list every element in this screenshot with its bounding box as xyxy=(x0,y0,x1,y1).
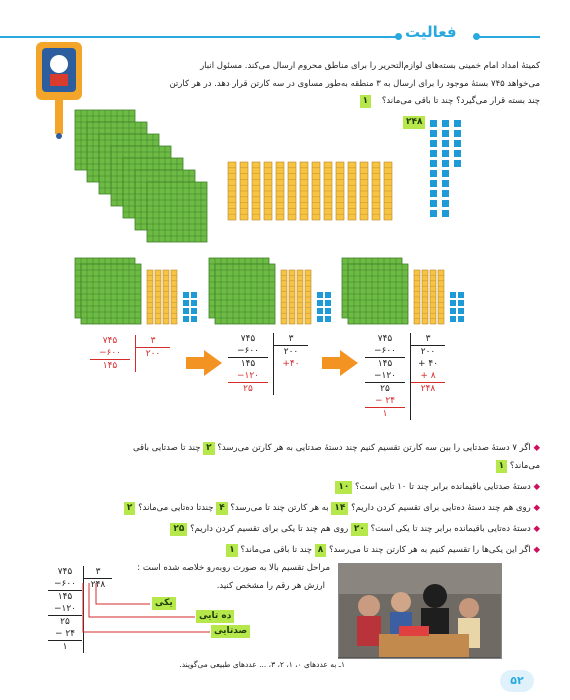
summary-divisor: ۳ xyxy=(84,566,112,579)
label-tens: ده تایی xyxy=(196,610,234,623)
step3-dividend: ۷۴۵ xyxy=(377,334,393,344)
step2-row-1: ۱۴۵ xyxy=(228,357,268,370)
footnote-rule xyxy=(338,657,500,658)
step1-row-0: −۶۰۰ xyxy=(98,348,122,358)
step2-quotient-0: ۲۰۰ xyxy=(283,347,299,357)
label-hundreds: صدتایی xyxy=(211,625,250,638)
step3-row-0: −۶۰۰ xyxy=(373,346,397,356)
summary-row-2: −۱۲۰ xyxy=(53,604,77,614)
bullet-icon: ◆ xyxy=(533,482,540,492)
children-photo xyxy=(338,563,502,659)
question-4-text-a: دستهٔ ده‌تایی باقیمانده برابر چند تا یکی است؟ xyxy=(370,524,531,534)
summary-row-0: −۶۰۰ xyxy=(53,579,77,589)
step2-row-3: ۲۵ xyxy=(228,382,268,395)
step2-dividend: ۷۴۵ xyxy=(240,334,256,344)
step3-row-5: ۱ xyxy=(365,407,405,420)
step3-row-1: ۱۴۵ xyxy=(365,357,405,370)
question-3-text-c: چندتا ده‌تایی می‌ماند؟ xyxy=(138,503,214,513)
question-4-answer-b: ۲۵ xyxy=(170,523,187,536)
step1-divisor: ۳ xyxy=(136,335,170,348)
bullet-icon: ◆ xyxy=(533,524,540,534)
step2-quotient-1: +۴۰ xyxy=(282,359,300,369)
bullet-icon: ◆ xyxy=(533,503,540,513)
page-number: ۵۲ xyxy=(500,670,534,692)
answer-remainder-badge: ۱ xyxy=(360,95,372,108)
question-4-text-b: روی هم چند تا یکی برای تقسیم کردن داریم؟ xyxy=(190,524,349,534)
step2-divisor: ۳ xyxy=(274,333,308,346)
summary-row-1: ۱۴۵ xyxy=(48,590,82,603)
step3-row-4: − ۲۴ xyxy=(374,396,396,406)
summary-row-3: ۲۵ xyxy=(48,615,82,628)
step3-quotient-2: + ۸ xyxy=(420,371,436,381)
summary-dividend: ۷۴۵ xyxy=(57,567,73,577)
question-5-answer-a: ۸ xyxy=(315,544,327,557)
question-1b-answer: ۱ xyxy=(496,460,508,473)
question-3-text-b: به هر کارتن چند تا می‌رسد؟ xyxy=(230,503,329,513)
step2-row-0: −۶۰۰ xyxy=(236,346,260,356)
step3-row-3: ۲۵ xyxy=(365,382,405,395)
question-5-answer-b: ۱ xyxy=(226,544,238,557)
bullet-icon: ◆ xyxy=(533,443,540,453)
question-3-answer-b: ۴ xyxy=(216,502,228,515)
step3-quotient-0: ۲۰۰ xyxy=(420,347,436,357)
question-1-text-a: اگر ۷ دستهٔ صدتایی را بین سه کارتن تقسیم کنیم چند دستهٔ صدتایی به هر کارتن می‌رسد؟ xyxy=(217,443,531,453)
question-1-text-b: چند تا صدتایی باقی xyxy=(132,443,201,453)
step3-quotient-3: ۲۴۸ xyxy=(411,382,445,395)
question-1b-text: می‌ماند؟ xyxy=(509,461,540,471)
summary-line-2: ارزش هر رقم را مشخص کنید. xyxy=(216,581,325,591)
question-3-answer-c: ۲ xyxy=(124,502,136,515)
summary-row-5: ۱ xyxy=(48,640,82,653)
page-title: فعالیت xyxy=(405,23,457,41)
step1-dividend: ۷۴۵ xyxy=(102,336,118,346)
question-1-answer-a: ۲ xyxy=(203,442,215,455)
summary-row-4: − ۲۴ xyxy=(54,629,76,639)
question-3-answer-a: ۱۴ xyxy=(331,502,348,515)
step1-row-1: ۱۴۵ xyxy=(90,359,130,372)
footnote: ۱ـ به عددهای ۰، ۱، ۲، ۳، ... عددهای طبیعی می‌گویند. xyxy=(179,660,345,669)
intro-line-2: می‌خواهد ۷۴۵ بستهٔ موجود را برای ارسال به ۳ منطقه به‌طور مساوی در سه کارتن قرار دهد. در هر کارتن xyxy=(169,78,540,89)
step1-quotient-0: ۲۰۰ xyxy=(145,349,161,359)
question-2-answer: ۱۰ xyxy=(335,481,352,494)
step3-row-2: −۱۲۰ xyxy=(373,371,397,381)
step3-divisor: ۳ xyxy=(411,333,445,346)
step3-quotient-1: + ۴۰ xyxy=(417,359,439,369)
summary-quotient: ۲۴۸ xyxy=(90,580,106,590)
answer-per-box-badge: ۲۴۸ xyxy=(403,116,425,129)
question-4-answer-a: ۲۰ xyxy=(351,523,368,536)
label-ones: یکی xyxy=(152,597,176,610)
step2-row-2: −۱۲۰ xyxy=(236,371,260,381)
question-5-text-a: اگر این یکی‌ها را تقسیم کنیم به هر کارتن چند تا می‌رسد؟ xyxy=(328,545,531,555)
question-5-text-b: چند تا باقی می‌ماند؟ xyxy=(240,545,313,555)
question-2-text: دستهٔ صدتایی باقیمانده برابر چند تا ۱۰ تایی است؟ xyxy=(355,482,531,492)
intro-line-3-text: چند بسته قرار می‌گیرد؟ چند تا باقی می‌ماند؟ xyxy=(381,96,540,106)
intro-line-1: کمیتهٔ امداد امام خمینی بسته‌های لوازم‌التحریر را برای مناطق محروم ارسال می‌کند. مسئول انبار xyxy=(200,61,540,71)
question-3-text-a: روی هم چند دستهٔ ده‌تایی برای تقسیم کردن داریم؟ xyxy=(351,503,531,513)
summary-line-1: مراحل تقسیم بالا به صورت روبه‌رو خلاصه شده است : xyxy=(137,563,330,573)
bullet-icon: ◆ xyxy=(533,545,540,555)
